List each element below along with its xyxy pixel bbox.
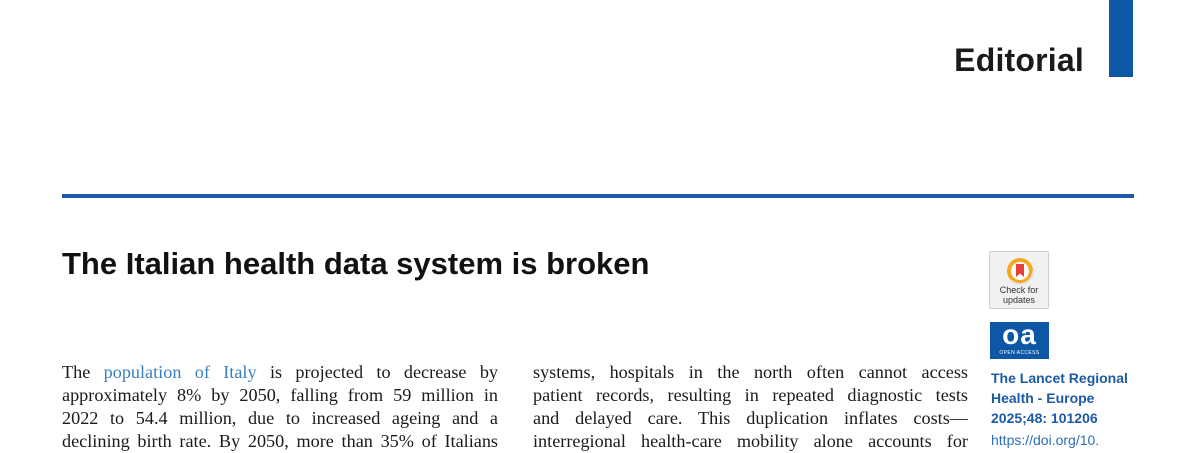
check-for-updates-button[interactable] xyxy=(989,251,1049,309)
body-line: 2022 to 54.4 million, due to increased ageing and a xyxy=(62,408,498,428)
body-column-2 xyxy=(533,361,968,453)
check-for-updates-label: Check for updates xyxy=(999,285,1039,305)
section-label: Editorial xyxy=(954,42,1084,78)
header-rule xyxy=(62,194,1134,198)
body-line: declining birth rate. By 2050, more than 35% of Italians xyxy=(62,431,498,451)
open-access-caption: OPEN ACCESS xyxy=(999,350,1040,356)
journal-name-line: Health - Europe xyxy=(991,390,1095,406)
population-link[interactable]: population of Italy xyxy=(103,362,257,382)
check-for-updates-icon xyxy=(1005,256,1035,286)
journal-name-line: The Lancet Regional xyxy=(991,370,1128,386)
lead-word: The xyxy=(62,362,91,382)
article-title: The Italian health data system is broken xyxy=(62,246,650,281)
open-access-mark: oa xyxy=(1002,319,1037,350)
body-line: and delayed care. This duplication inflates costs— xyxy=(533,408,968,428)
corner-accent-bar xyxy=(1109,0,1133,77)
first-line-rest: is projected to decrease by xyxy=(269,362,499,382)
body-line: systems, hospitals in the north often cannot access xyxy=(533,362,968,382)
body-line: approximately 8% by 2050, falling from 59 million in xyxy=(62,385,498,405)
open-access-logo xyxy=(990,319,1049,359)
doi-link[interactable]: https://doi.org/10. xyxy=(991,432,1100,448)
body-line: patient records, resulting in repeated diagnostic tests xyxy=(533,385,968,405)
body-line xyxy=(62,361,498,384)
body-line: interregional health-care mobility alone accounts for xyxy=(533,431,968,451)
body-column-1 xyxy=(62,361,498,453)
journal-citation xyxy=(991,368,1141,428)
journal-volume: 2025;48: 101206 xyxy=(991,410,1098,426)
